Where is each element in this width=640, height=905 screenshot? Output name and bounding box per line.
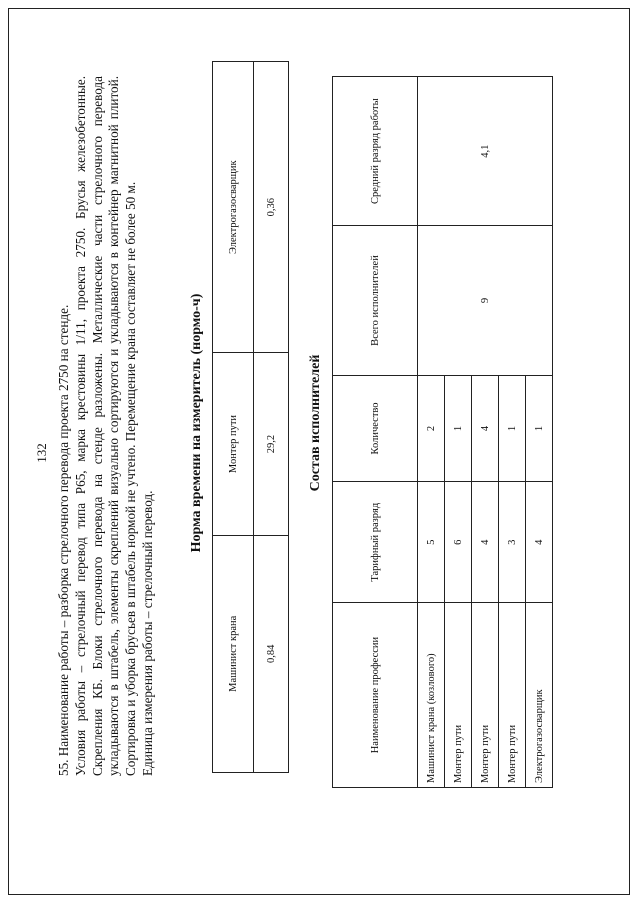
crew-profession: Электрогазосварщик bbox=[526, 602, 553, 787]
crew-profession: Монтер пути bbox=[499, 602, 526, 787]
crew-header-cell: Наименование профессии bbox=[333, 602, 418, 787]
norm-header-row bbox=[213, 61, 254, 772]
norm-value-row bbox=[254, 61, 289, 772]
crew-header-cell: Всего исполнителей bbox=[333, 225, 418, 374]
norm-table-title: Норма времени на измеритель (нормо-ч) bbox=[189, 293, 204, 552]
crew-grade: 4 bbox=[472, 481, 499, 602]
crew-count: 1 bbox=[445, 375, 472, 482]
crew-count: 4 bbox=[472, 375, 499, 482]
crew-header-cell: Тарифный разряд bbox=[333, 481, 418, 602]
crew-count: 1 bbox=[499, 375, 526, 482]
norm-table bbox=[212, 61, 289, 773]
crew-grade: 5 bbox=[418, 481, 445, 602]
crew-average-grade: 4,1 bbox=[418, 76, 553, 225]
norm-header-cell: Электрогазосварщик bbox=[213, 61, 254, 352]
norm-value-cell: 29,2 bbox=[254, 352, 289, 534]
crew-header-row bbox=[333, 76, 418, 787]
crew-profession: Монтер пути bbox=[472, 602, 499, 787]
crew-grade: 6 bbox=[445, 481, 472, 602]
crew-count: 1 bbox=[526, 375, 553, 482]
crew-grade: 3 bbox=[499, 481, 526, 602]
crew-profession: Монтер пути bbox=[445, 602, 472, 787]
crew-count: 2 bbox=[418, 375, 445, 482]
norm-value-cell: 0,36 bbox=[254, 61, 289, 352]
crew-table bbox=[332, 76, 553, 788]
crew-header-cell: Средний разряд работы bbox=[333, 76, 418, 225]
work-conditions: Условия работы – стрелочный перевод типа Р65, марка крестовины 1/11, проекта 2750. Брусья железобетонные. Скрепления КБ. Блоки стрелочного перевода на стенде разложены. Металлические части стрелочного перевода укладываются в штабель, элементы скреплений визуально сортируются и укладываются в контейнер магнитной плитой. Сортировка и уборка брусьев в штабель нормой не учтено. Перемещение крана составляет не более 50 м. bbox=[72, 75, 139, 776]
crew-header-cell: Количество bbox=[333, 375, 418, 482]
crew-profession: Машинист крана (козлового) bbox=[418, 602, 445, 787]
work-description bbox=[56, 76, 157, 776]
norm-header-cell: Монтер пути bbox=[213, 352, 254, 534]
crew-row bbox=[418, 76, 445, 787]
norm-header-cell: Машинист крана bbox=[213, 535, 254, 772]
crew-grade: 4 bbox=[526, 481, 553, 602]
crew-total-workers: 9 bbox=[418, 225, 553, 374]
crew-table-title: Состав исполнителей bbox=[308, 354, 323, 491]
work-title: 55. Наименование работы – разборка стрелочного перевода проекта 2750 на стенде. bbox=[56, 304, 71, 776]
work-unit: Единица измерения работы – стрелочный перевод. bbox=[139, 490, 155, 776]
norm-value-cell: 0,84 bbox=[254, 535, 289, 772]
page-number: 132 bbox=[34, 442, 49, 463]
rotated-page bbox=[34, 38, 600, 868]
